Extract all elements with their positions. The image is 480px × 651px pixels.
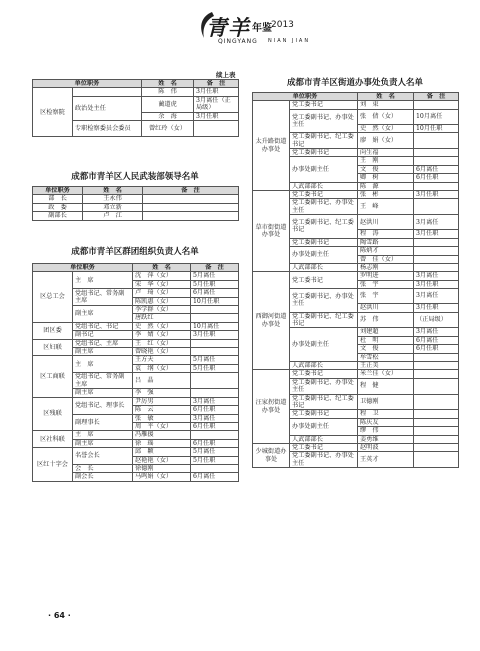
- name-cell: 程 卫: [358, 410, 414, 418]
- note-cell: [414, 435, 459, 443]
- role-cell: 办事处副主任: [290, 418, 358, 435]
- role-cell: 办事处副主任: [290, 328, 358, 362]
- table-header-row: [33, 264, 239, 272]
- mass-org-table: [32, 263, 239, 482]
- subdistrict-table-title: 成都市青羊区街道办事处负责人名单: [286, 78, 423, 88]
- role-cell: 主 席: [73, 431, 133, 439]
- note-cell: [414, 394, 459, 410]
- unit-cell: 区检察院: [33, 88, 73, 137]
- name-cell: 陈 云: [133, 406, 191, 414]
- note-cell: （正局级）: [414, 312, 459, 328]
- name-cell: 廖 娟（女）: [358, 133, 414, 149]
- name-cell: 陈 伟: [142, 88, 194, 96]
- name-cell: 史 然（女）: [133, 322, 191, 330]
- role-cell: 主 席: [73, 356, 133, 373]
- name-cell: 冯雁援: [133, 431, 191, 439]
- name-cell: 张 宇: [358, 280, 414, 288]
- note-cell: 3月任职: [414, 230, 459, 238]
- name-cell: 卢 琦（女）: [133, 289, 191, 297]
- role-cell: 党工委书记: [290, 191, 358, 199]
- name-cell: 唐跃红: [133, 314, 191, 322]
- note-cell: 5月离任: [191, 356, 239, 364]
- col-header-unit: 单位职务: [253, 93, 358, 101]
- table-row: [33, 448, 239, 456]
- name-cell: 向生福: [358, 149, 414, 157]
- table-row: [33, 195, 239, 203]
- name-cell: 曾晓艳（女）: [133, 348, 191, 356]
- name-cell: 邱 颖: [133, 448, 191, 456]
- name-cell: 王方天: [133, 356, 191, 364]
- note-cell: 5月任职: [191, 280, 239, 288]
- name-cell: 卢 江: [83, 212, 143, 220]
- note-cell: 3月离任（正局级）: [194, 96, 239, 112]
- role-cell: 党工委副书记、纪工委书记: [290, 312, 358, 328]
- note-cell: [414, 378, 459, 394]
- note-cell: [191, 339, 239, 347]
- name-cell: 曾 佳（女）: [358, 255, 414, 263]
- note-cell: 3月离任: [414, 289, 459, 304]
- note-cell: 6月离任: [414, 165, 459, 173]
- name-cell: 卿 树: [358, 174, 414, 182]
- logo-chinese: 青羊: [206, 15, 250, 40]
- name-cell: 王永伟: [83, 195, 143, 203]
- role-cell: 党工委书记: [290, 444, 358, 452]
- name-cell: 宋 华（女）: [133, 280, 191, 288]
- role-cell: 党组书记、常务副主席: [73, 289, 133, 306]
- role-cell: 名誉会长: [73, 448, 133, 465]
- note-cell: 5月离任: [191, 272, 239, 280]
- unit-cell: 区社科联: [33, 431, 73, 448]
- note-cell: [191, 389, 239, 397]
- note-cell: [414, 182, 459, 190]
- logo-english: QINGYANG: [218, 38, 258, 45]
- note-cell: 6月任职: [414, 174, 459, 182]
- note-cell: [191, 373, 239, 389]
- note-cell: 5月任职: [191, 456, 239, 464]
- name-cell: 陈炳才: [358, 247, 414, 255]
- note-cell: [414, 353, 459, 361]
- name-cell: 赵洪川: [358, 215, 414, 230]
- role-cell: 党工委副书记、办事处主任: [290, 109, 358, 132]
- role-cell: 政 委: [33, 203, 83, 211]
- name-cell: 米兰佳（女）: [358, 370, 414, 378]
- role-cell: 人武部部长: [290, 361, 358, 369]
- role-cell: 部 长: [33, 195, 83, 203]
- name-cell: 王 红（女）: [133, 339, 191, 347]
- name-cell: 邓立新: [83, 203, 143, 211]
- role-cell: 党工委副书记、纪工委书记: [290, 133, 358, 149]
- role-cell: 人武部部长: [290, 435, 358, 443]
- table-row: [253, 444, 459, 452]
- note-cell: 3月任职: [194, 112, 239, 120]
- table-row: [33, 203, 239, 211]
- note-cell: 6月任职: [191, 439, 239, 447]
- name-cell: 张 敏: [133, 414, 191, 422]
- name-cell: 刘建超: [358, 328, 414, 336]
- table-row: [253, 101, 459, 109]
- col-header-note: 备 注: [194, 80, 239, 88]
- note-cell: [414, 444, 459, 452]
- name-cell: 蔺道虎: [142, 96, 194, 112]
- unit-cell: 区总工会: [33, 272, 73, 322]
- table-row: [253, 191, 459, 199]
- name-cell: 文 俊: [358, 345, 414, 353]
- note-cell: 3月离任: [414, 328, 459, 336]
- table-row: [33, 397, 239, 405]
- note-cell: [414, 101, 459, 109]
- unit-cell: 少城街道办事处: [253, 444, 290, 468]
- name-cell: 王 刚: [358, 157, 414, 165]
- note-cell: [191, 431, 239, 439]
- col-header-note: 备 注: [191, 264, 239, 272]
- note-cell: [414, 427, 459, 435]
- note-cell: [191, 306, 239, 314]
- name-cell: 文 俊: [358, 165, 414, 173]
- col-header-name: 姓 名: [142, 80, 194, 88]
- note-cell: 10月离任: [191, 322, 239, 330]
- note-cell: [414, 410, 459, 418]
- militia-table-title: 成都市青羊区人民武装部领导名单: [71, 172, 199, 182]
- name-cell: 苏 伟: [358, 312, 414, 328]
- name-cell: 赵明波: [358, 444, 414, 452]
- table-row: [253, 272, 459, 280]
- page-header: [0, 0, 480, 52]
- role-cell: 人武部部长: [290, 263, 358, 271]
- note-cell: 6月任职: [414, 345, 459, 353]
- col-header-unit: 单位职务: [33, 80, 142, 88]
- name-cell: 卫德刚: [358, 394, 414, 410]
- name-cell: 程 涛: [358, 230, 414, 238]
- note-cell: [143, 195, 239, 203]
- subdistrict-table: [252, 92, 459, 468]
- logo-nianjian: 年鉴: [252, 23, 272, 34]
- table-row: [33, 88, 239, 96]
- note-cell: 3月离任: [191, 414, 239, 422]
- note-cell: 3月离任: [414, 272, 459, 280]
- name-cell: 曾红玲（女）: [142, 121, 194, 137]
- role-cell: 党工委书记: [290, 101, 358, 109]
- role-cell: 党组书记、常务副主席: [73, 373, 133, 389]
- name-cell: 李 婧（女）: [133, 331, 191, 339]
- role-cell: 办事处副主任: [290, 157, 358, 182]
- name-cell: 罗明进: [358, 272, 414, 280]
- note-cell: 3月任职: [194, 88, 239, 96]
- unit-cell: 汪家拐街道办事处: [253, 370, 290, 444]
- role-cell: 党工委副书记、办事处主任: [290, 199, 358, 215]
- name-cell: 尹厉男: [133, 397, 191, 405]
- mass-org-table-title: 成都市青羊区群团组织负责人名单: [71, 247, 199, 257]
- note-cell: [191, 348, 239, 356]
- col-header-unit: 单位职务: [33, 187, 83, 195]
- role-cell: 党组书记、理事长: [73, 397, 133, 414]
- page-number: · 64 ·: [48, 611, 71, 620]
- note-cell: [414, 247, 459, 255]
- note-cell: 6月离任: [191, 473, 239, 481]
- col-header-note: 备 注: [143, 187, 239, 195]
- role-cell: 党工委副书记: [290, 410, 358, 418]
- militia-table: [32, 186, 239, 221]
- role-cell: 党工委副书记、纪工委书记: [290, 215, 358, 238]
- name-cell: 徐德刚: [133, 464, 191, 472]
- note-cell: [414, 133, 459, 149]
- table-header-row: [33, 80, 239, 88]
- unit-cell: 团区委: [33, 322, 73, 339]
- note-cell: 6月任职: [191, 422, 239, 430]
- note-cell: 5月离任: [191, 448, 239, 456]
- table-header-row: [33, 187, 239, 195]
- name-cell: 张 彬: [358, 191, 414, 199]
- note-cell: [414, 370, 459, 378]
- note-cell: 3月任职: [414, 304, 459, 312]
- role-cell: 党工委副书记: [290, 238, 358, 246]
- name-cell: 张 倩（女）: [358, 109, 414, 124]
- name-cell: 杨志刚: [358, 263, 414, 271]
- note-cell: [414, 238, 459, 246]
- role-cell: 党组书记、书记: [73, 322, 133, 330]
- name-cell: 马鸣娟（女）: [133, 473, 191, 481]
- note-cell: [414, 361, 459, 369]
- col-header-name: 姓 名: [133, 264, 191, 272]
- name-cell: 赵洪川: [358, 304, 414, 312]
- role-cell: 副理事长: [73, 414, 133, 431]
- unit-cell: 区残联: [33, 397, 73, 431]
- note-cell: [414, 157, 459, 165]
- role-cell: 副书记: [73, 331, 133, 339]
- role-cell: 副会长: [73, 473, 133, 481]
- role-cell: 办事处副主任: [290, 247, 358, 264]
- name-cell: 牟雪松: [358, 353, 414, 361]
- name-cell: 王英才: [358, 452, 414, 468]
- col-header-unit: 单位职务: [33, 264, 133, 272]
- table-row: [33, 339, 239, 347]
- note-cell: [414, 263, 459, 271]
- note-cell: [191, 464, 239, 472]
- table-header-row: [253, 93, 459, 101]
- logo-subtitle: NIAN JIAN: [268, 38, 311, 44]
- note-cell: 5月任职: [191, 364, 239, 372]
- note-cell: 10月任职: [414, 124, 459, 132]
- name-cell: 陈凯惠（女）: [133, 297, 191, 305]
- role-cell: 副主席: [73, 389, 133, 397]
- continued-note: 续上表: [216, 71, 236, 79]
- table-row: [33, 212, 239, 220]
- note-cell: [143, 203, 239, 211]
- name-cell: 徐 瑶: [133, 439, 191, 447]
- role-cell: 党工委书记: [290, 370, 358, 378]
- name-cell: 姜勇维: [358, 435, 414, 443]
- name-cell: 沈 萍（女）: [133, 272, 191, 280]
- name-cell: 张 宇: [358, 289, 414, 304]
- note-cell: [414, 452, 459, 468]
- role-cell: 党组书记、主席: [73, 339, 133, 347]
- name-cell: 陈 源: [358, 182, 414, 190]
- unit-cell: 太升路街道办事处: [253, 101, 290, 191]
- table-row: [33, 272, 239, 280]
- name-cell: 史 然（女）: [358, 124, 414, 132]
- note-cell: 6月离任: [414, 336, 459, 344]
- name-cell: 李 强: [133, 389, 191, 397]
- note-cell: [414, 199, 459, 215]
- name-cell: 杜 明: [358, 336, 414, 344]
- note-cell: [414, 149, 459, 157]
- procuratorate-table: [32, 79, 239, 137]
- table-row: [33, 356, 239, 364]
- unit-cell: 区红十字会: [33, 448, 73, 482]
- note-cell: 3月任职: [191, 331, 239, 339]
- name-cell: 吕 晶: [133, 373, 191, 389]
- name-cell: 刘 束: [358, 101, 414, 109]
- note-cell: 3月离任: [191, 397, 239, 405]
- table-row: [253, 370, 459, 378]
- role-cell: 党工委副书记: [290, 149, 358, 157]
- role-cell: 副主席: [73, 439, 133, 447]
- note-cell: 10月任职: [191, 297, 239, 305]
- note-cell: [191, 314, 239, 322]
- name-cell: 陈庆友: [358, 418, 414, 426]
- name-cell: 周 平（女）: [133, 422, 191, 430]
- unit-cell: 草市街街道办事处: [253, 191, 290, 272]
- role-cell: 党工委书记: [290, 272, 358, 289]
- note-cell: 6月离任: [191, 289, 239, 297]
- note-cell: [143, 212, 239, 220]
- name-cell: 王正美: [358, 361, 414, 369]
- unit-cell: 区妇联: [33, 339, 73, 356]
- name-cell: 缪 伟: [358, 427, 414, 435]
- role-cell: 政治处主任: [73, 96, 142, 120]
- role-cell: 党工委副书记、纪工委书记: [290, 394, 358, 410]
- note-cell: 6月任职: [191, 406, 239, 414]
- role-cell: 党工委副书记、办事处主任: [290, 289, 358, 312]
- name-cell: 余 海: [142, 112, 194, 120]
- logo-year: 2013: [271, 20, 294, 30]
- name-cell: 王 峰: [358, 199, 414, 215]
- note-cell: 3月离任: [414, 215, 459, 230]
- note-cell: [414, 255, 459, 263]
- name-cell: 赵艳艳（女）: [133, 456, 191, 464]
- col-header-note: 备 注: [414, 93, 459, 101]
- role-cell: 会 长: [73, 464, 133, 472]
- name-cell: 程 健: [358, 378, 414, 394]
- note-cell: 3月任职: [414, 191, 459, 199]
- note-cell: 3月任职: [414, 280, 459, 288]
- role-cell: 主 席: [73, 272, 133, 289]
- col-header-name: 姓 名: [358, 93, 414, 101]
- unit-cell: 西御河街道办事处: [253, 272, 290, 370]
- name-cell: 袁 纲（女）: [133, 364, 191, 372]
- note-cell: [414, 418, 459, 426]
- name-cell: 陶雪路: [358, 238, 414, 246]
- role-cell: 副部长: [33, 212, 83, 220]
- role-cell: 专职检察委员会委员: [73, 121, 142, 137]
- col-header-name: 姓 名: [83, 187, 143, 195]
- role-cell: 副主席: [73, 348, 133, 356]
- table-row: [33, 322, 239, 330]
- note-cell: [194, 121, 239, 137]
- role-cell: 副主席: [73, 306, 133, 323]
- role-cell: 党工委副书记、办事处主任: [290, 378, 358, 394]
- name-cell: 李学群（女）: [133, 306, 191, 314]
- unit-cell: 区工商联: [33, 356, 73, 397]
- note-cell: 10月离任: [414, 109, 459, 124]
- role-cell: 人武部部长: [290, 182, 358, 190]
- role-cell: 党工委副书记、办事处主任: [290, 452, 358, 468]
- role-cell: [73, 88, 142, 96]
- table-row: [33, 431, 239, 439]
